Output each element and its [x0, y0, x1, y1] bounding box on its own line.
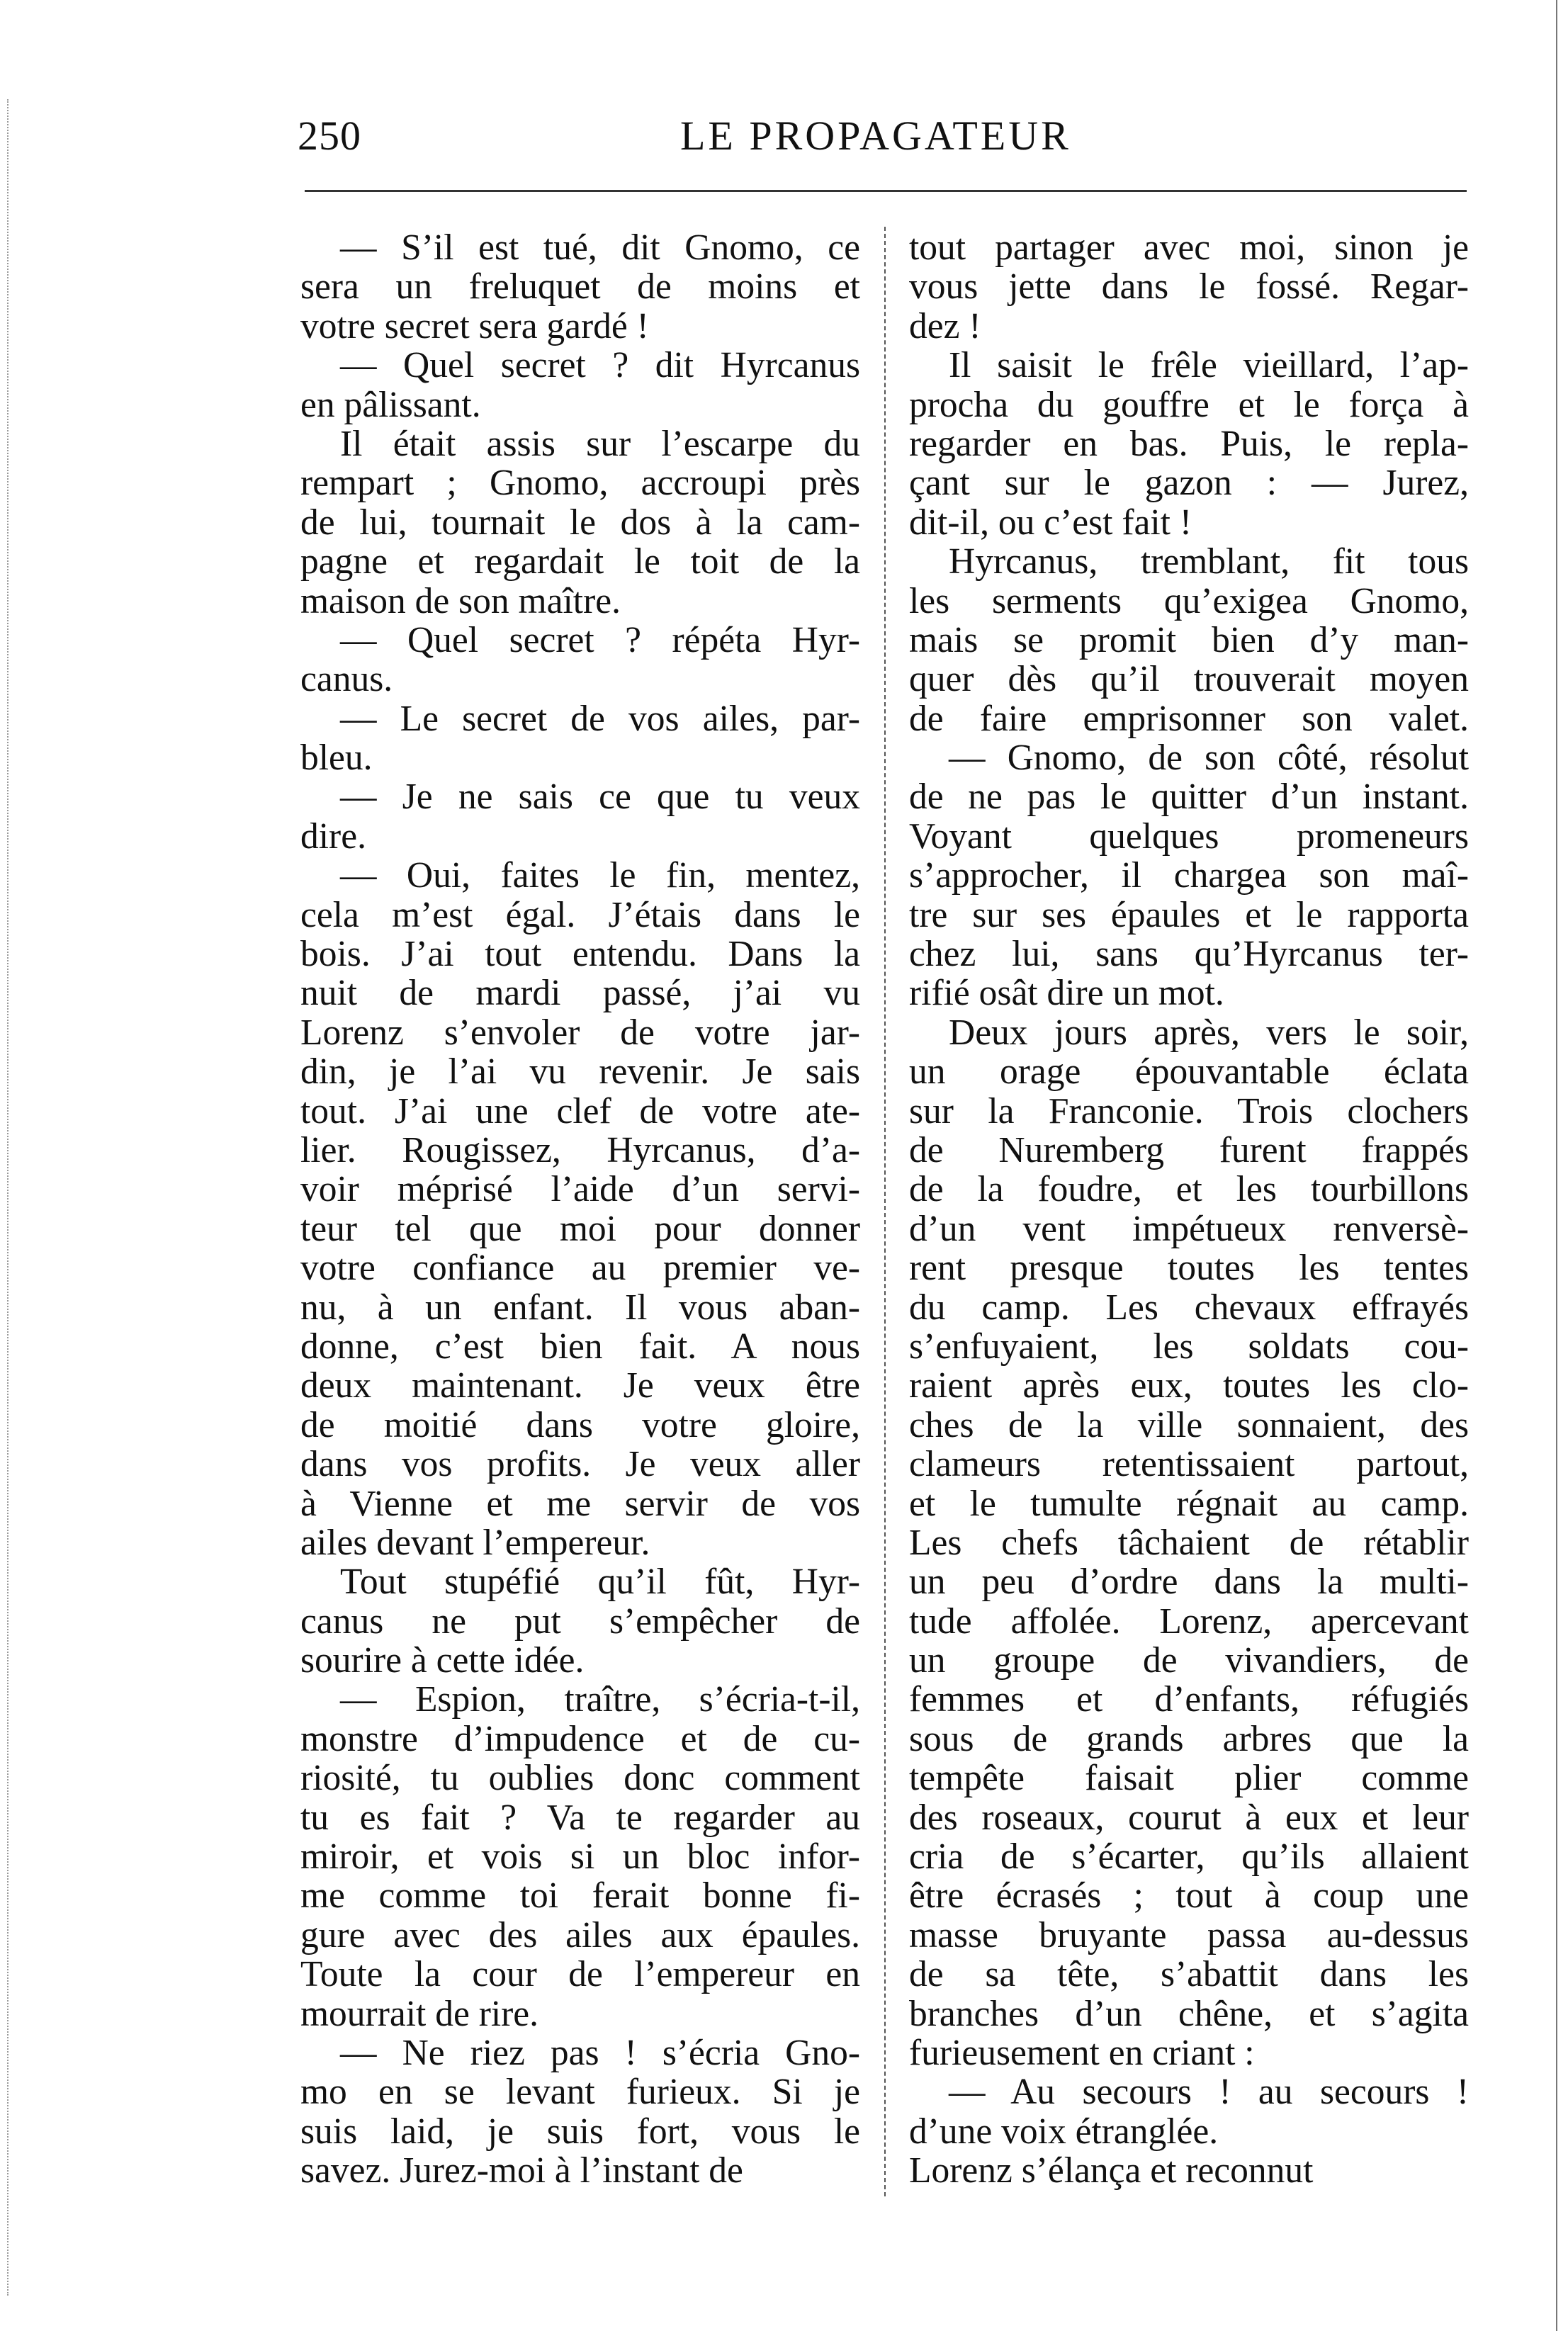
text-line: clameurs retentissaient partout, — [909, 1444, 1469, 1485]
text-line: mourrait de rire. — [300, 1993, 539, 2034]
text-line: quer dès qu’il trouverait moyen — [909, 659, 1469, 700]
text-line: de Nuremberg furent frappés — [909, 1129, 1469, 1170]
text-line: cela m’est égal. J’étais dans le — [300, 894, 860, 935]
text-line: de la foudre, et les tourbillons — [909, 1169, 1469, 1210]
text-line: vous jette dans le fossé. Regar- — [909, 266, 1469, 307]
text-line: tu es fait ? Va te regarder au — [300, 1797, 860, 1838]
text-line: à Vienne et me servir de vos — [300, 1483, 860, 1524]
text-line: savez. Jurez-moi à l’instant de — [300, 2150, 743, 2191]
column-divider — [884, 227, 886, 2196]
page-number: 250 — [298, 113, 361, 159]
text-line: les serments qu’exigea Gnomo, — [909, 580, 1469, 621]
text-line: — Ne riez pas ! s’écria Gno- — [340, 2032, 860, 2073]
text-line: pagne et regardait le toit de la — [300, 541, 860, 582]
text-line: rifié osât dire un mot. — [909, 973, 1224, 1014]
text-line: chez lui, sans qu’Hyrcanus ter- — [909, 934, 1469, 975]
text-line: Il saisit le frêle vieillard, l’ap- — [949, 345, 1469, 386]
text-line: sera un freluquet de moins et — [300, 266, 860, 307]
text-line: d’un vent impétueux renversè- — [909, 1208, 1469, 1249]
text-line: dez ! — [909, 305, 981, 346]
text-line: — Espion, traître, s’écria-t-il, — [340, 1679, 860, 1720]
text-line: Hyrcanus, tremblant, fit tous — [949, 541, 1469, 582]
text-line: mais se promit bien d’y man- — [909, 619, 1469, 660]
text-line: — S’il est tué, dit Gnomo, ce — [340, 227, 860, 268]
text-line: donne, c’est bien fait. A nous — [300, 1326, 860, 1367]
text-line: tre sur ses épaules et le rapporta — [909, 894, 1469, 935]
text-line: regarder en bas. Puis, le repla- — [909, 423, 1469, 464]
text-line: monstre d’impudence et de cu- — [300, 1718, 860, 1759]
text-line: — Quel secret ? répéta Hyr- — [340, 619, 860, 660]
text-line: rent presque toutes les tentes — [909, 1248, 1469, 1289]
text-line: deux maintenant. Je veux être — [300, 1365, 860, 1406]
text-line: Lorenz s’élança et reconnut — [909, 2150, 1314, 2191]
text-line: être écrasés ; tout à coup une — [909, 1875, 1469, 1917]
text-line: de lui, tournait le dos à la cam- — [300, 502, 860, 543]
text-line: de moitié dans votre gloire, — [300, 1404, 860, 1445]
text-line: Lorenz s’envoler de votre jar- — [300, 1012, 860, 1053]
text-line: masse bruyante passa au-dessus — [909, 1914, 1469, 1955]
text-line: des roseaux, courut à eux et leur — [909, 1797, 1469, 1838]
text-line: — Oui, faites le fin, mentez, — [340, 855, 860, 896]
text-line: dit-il, ou c’est fait ! — [909, 502, 1192, 543]
text-line: lier. Rougissez, Hyrcanus, d’a- — [300, 1129, 860, 1170]
text-line: furieusement en criant : — [909, 2032, 1255, 2073]
text-line: procha du gouffre et le força à — [909, 384, 1469, 425]
text-line: nuit de mardi passé, j’ai vu — [300, 973, 860, 1014]
text-line: ailes devant l’empereur. — [300, 1522, 650, 1563]
text-line: gure avec des ailes aux épaules. — [300, 1914, 860, 1955]
text-line: cria de s’écarter, qu’ils allaient — [909, 1836, 1469, 1878]
text-line: rempart ; Gnomo, accroupi près — [300, 463, 860, 504]
scan-edge-marks — [7, 99, 9, 2296]
text-line: et le tumulte régnait au camp. — [909, 1483, 1469, 1524]
running-title: LE PROPAGATEUR — [680, 113, 1071, 159]
text-line: de sa tête, s’abattit dans les — [909, 1954, 1469, 1995]
text-line: bois. J’ai tout entendu. Dans la — [300, 934, 860, 975]
text-line: çant sur le gazon : — Jurez, — [909, 463, 1469, 504]
text-line: — Je ne sais ce que tu veux — [340, 777, 860, 818]
text-line: teur tel que moi pour donner — [300, 1208, 860, 1249]
text-line: Il était assis sur l’escarpe du — [340, 423, 860, 464]
text-line: voir méprisé l’aide d’un servi- — [300, 1169, 860, 1210]
header-rule — [305, 190, 1467, 192]
text-line: Tout stupéfié qu’il fût, Hyr- — [340, 1562, 860, 1603]
text-line: s’approcher, il chargea son maî- — [909, 855, 1469, 896]
scan-edge-line — [1556, 0, 1557, 2331]
text-line: din, je l’ai vu revenir. Je sais — [300, 1051, 860, 1093]
text-line: de ne pas le quitter d’un instant. — [909, 777, 1469, 818]
text-line: miroir, et vois si un bloc infor- — [300, 1836, 860, 1878]
text-line: un groupe de vivandiers, de — [909, 1640, 1469, 1681]
text-line: raient après eux, toutes les clo- — [909, 1365, 1469, 1406]
text-line: de faire emprisonner son valet. — [909, 698, 1469, 739]
text-line: tude affolée. Lorenz, apercevant — [909, 1601, 1469, 1642]
text-line: sur la Franconie. Trois clochers — [909, 1090, 1469, 1131]
text-line: canus ne put s’empêcher de — [300, 1601, 860, 1642]
text-line: un orage épouvantable éclata — [909, 1051, 1469, 1093]
text-line: riosité, tu oublies donc comment — [300, 1758, 860, 1799]
page-header — [298, 112, 1453, 169]
text-line: — Gnomo, de son côté, résolut — [949, 738, 1469, 779]
text-line: suis laid, je suis fort, vous le — [300, 2111, 860, 2152]
text-line: ches de la ville sonnaient, des — [909, 1404, 1469, 1445]
text-line: mo en se levant furieux. Si je — [300, 2072, 860, 2113]
text-line: tempête faisait plier comme — [909, 1758, 1469, 1799]
text-line: votre confiance au premier ve- — [300, 1248, 860, 1289]
text-line: votre secret sera gardé ! — [300, 305, 649, 346]
text-line: canus. — [300, 659, 393, 700]
left-column — [300, 228, 860, 2191]
text-line: Toute la cour de l’empereur en — [300, 1954, 860, 1995]
text-line: un peu d’ordre dans la multi- — [909, 1562, 1469, 1603]
text-line: maison de son maître. — [300, 580, 621, 621]
text-line: sourire à cette idée. — [300, 1640, 585, 1681]
text-line: dans vos profits. Je veux aller — [300, 1444, 860, 1485]
text-line: tout. J’ai une clef de votre ate- — [300, 1090, 860, 1131]
text-line: — Au secours ! au secours ! — [949, 2072, 1469, 2113]
text-line: s’enfuyaient, les soldats cou- — [909, 1326, 1469, 1367]
text-line: branches d’un chêne, et s’agita — [909, 1993, 1469, 2034]
text-line: Deux jours après, vers le soir, — [949, 1012, 1469, 1053]
text-line: d’une voix étranglée. — [909, 2111, 1219, 2152]
text-line: Voyant quelques promeneurs — [909, 815, 1469, 857]
text-line: — Quel secret ? dit Hyrcanus — [340, 345, 860, 386]
text-line: me comme toi ferait bonne fi- — [300, 1875, 860, 1917]
text-line: sous de grands arbres que la — [909, 1718, 1469, 1759]
right-column — [909, 228, 1469, 2191]
text-line: bleu. — [300, 738, 373, 779]
text-line: du camp. Les chevaux effrayés — [909, 1287, 1469, 1328]
text-line: tout partager avec moi, sinon je — [909, 227, 1469, 268]
text-line: en pâlissant. — [300, 384, 481, 425]
text-line: Les chefs tâchaient de rétablir — [909, 1522, 1469, 1563]
text-line: femmes et d’enfants, réfugiés — [909, 1679, 1469, 1720]
text-line: — Le secret de vos ailes, par- — [340, 698, 860, 739]
text-line: nu, à un enfant. Il vous aban- — [300, 1287, 860, 1328]
text-line: dire. — [300, 815, 366, 857]
